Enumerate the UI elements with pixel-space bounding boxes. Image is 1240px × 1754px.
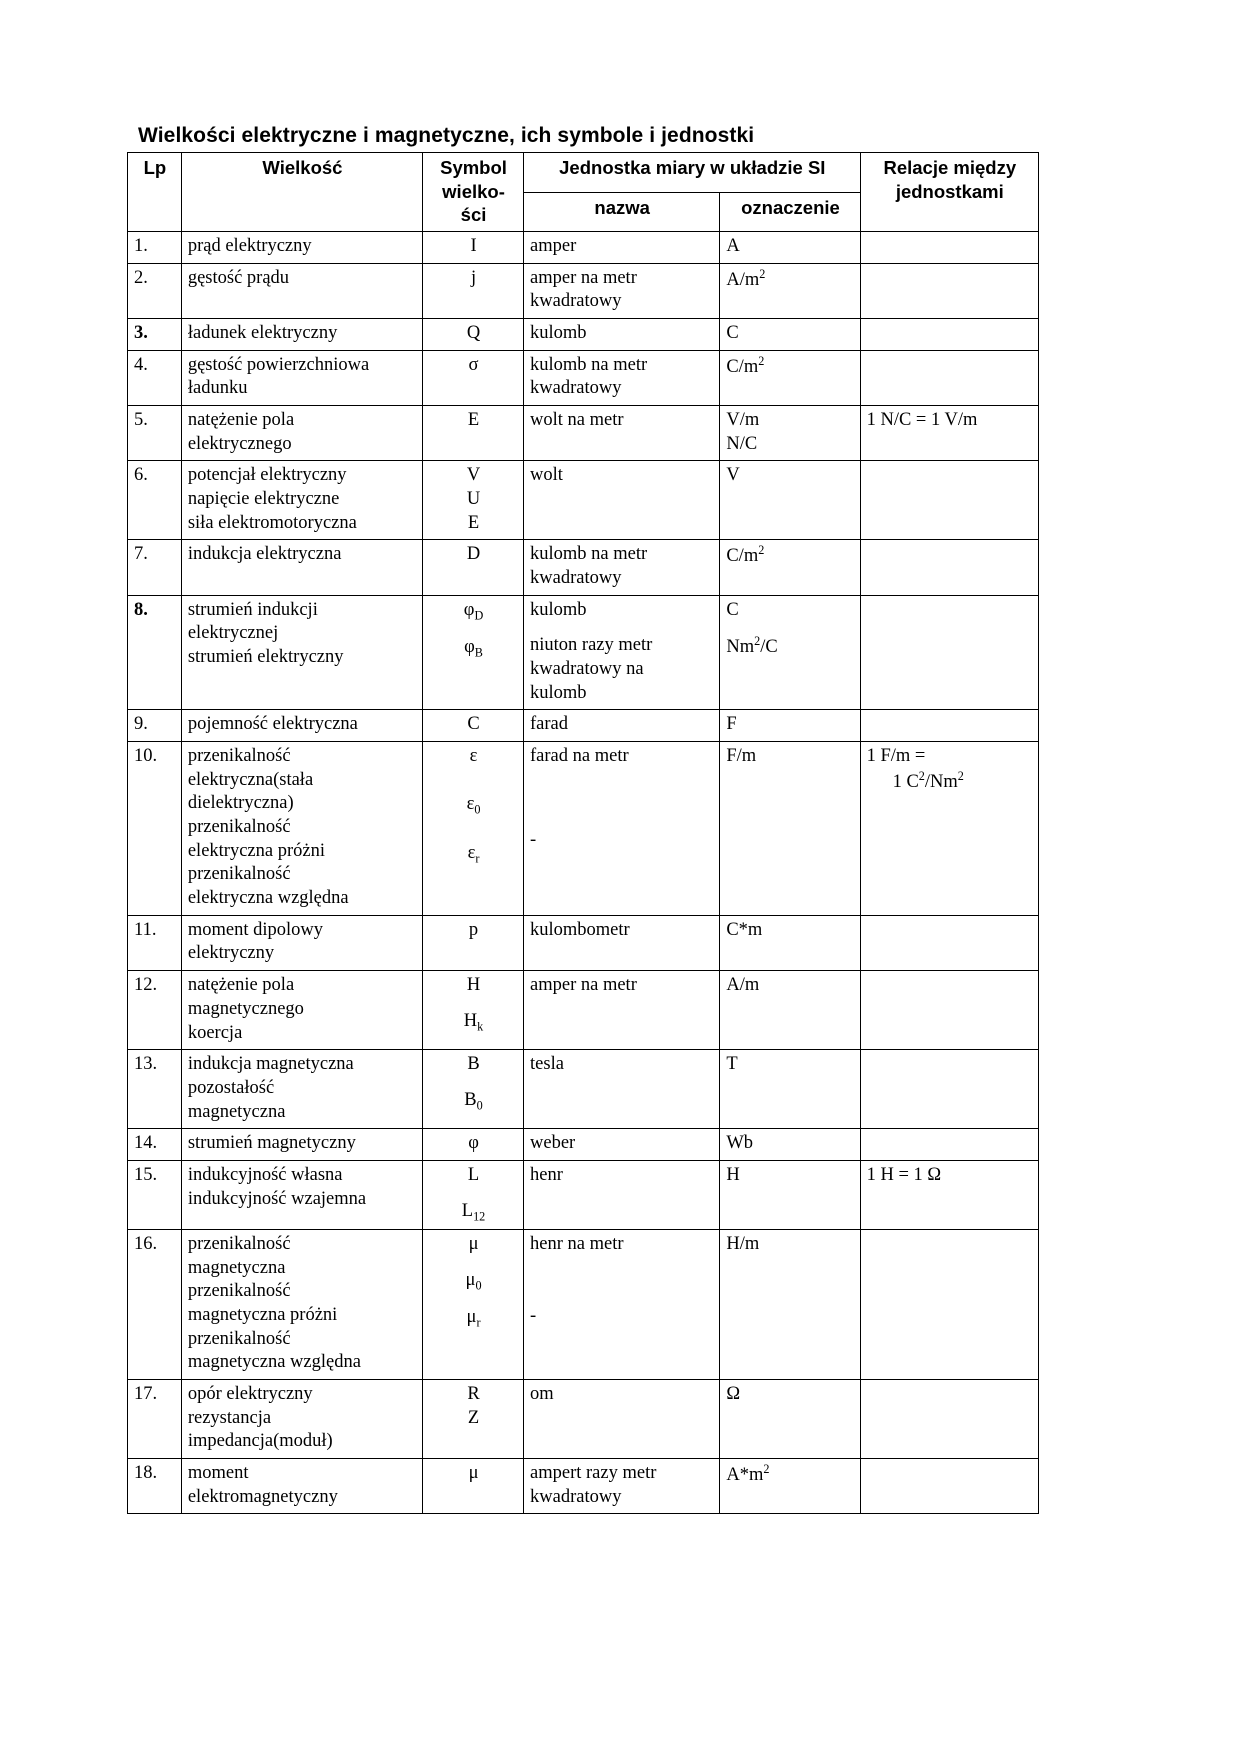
cell-quantity: indukcyjność własna indukcyjność wzajemna (181, 1160, 422, 1229)
column-header-quantity: Wielkość (181, 153, 422, 232)
cell-lp: 11. (128, 915, 182, 970)
cell-quantity: opór elektryczny rezystancja impedancja(moduł) (181, 1379, 422, 1458)
cell-quantity: pojemność elektryczna (181, 710, 422, 742)
cell-quantity: przenikalność elektryczna(stała dielektryczna) przenikalność elektryczna próżni przenikalność elektryczna względna (181, 742, 422, 916)
cell-symbol: μ $\mu_0$ $\mu_r$ (423, 1229, 524, 1379)
table-row (128, 1160, 1039, 1229)
table-row (128, 350, 1039, 405)
table-row (128, 742, 1039, 916)
cell-symbol: ε $\varepsilon_0$ $\varepsilon_r$ (423, 742, 524, 916)
cell-unit-notation: C*m (720, 915, 860, 970)
cell-symbol: L $L_{12}$ (423, 1160, 524, 1229)
column-header-symbol-text: Symbol wielko- ści (440, 157, 507, 226)
cell-relation (860, 1458, 1038, 1513)
table-row (128, 540, 1039, 595)
column-header-si-unit: Jednostka miary w układzie SI (524, 153, 861, 193)
column-header-symbol (423, 153, 524, 232)
cell-lp: 10. (128, 742, 182, 916)
cell-quantity: indukcja elektryczna (181, 540, 422, 595)
cell-relation (860, 1129, 1038, 1161)
cell-lp: 3. (128, 319, 182, 351)
cell-lp: 8. (128, 595, 182, 710)
cell-unit-notation: F/m (720, 742, 860, 916)
cell-unit-name: amper (524, 232, 720, 264)
cell-symbol: R Z (423, 1379, 524, 1458)
cell-lp: 18. (128, 1458, 182, 1513)
cell-quantity: gęstość prądu (181, 263, 422, 318)
table-row (128, 1379, 1039, 1458)
cell-unit-name: kulomb (524, 319, 720, 351)
cell-quantity: ładunek elektryczny (181, 319, 422, 351)
cell-lp: 9. (128, 710, 182, 742)
table-row (128, 263, 1039, 318)
cell-symbol: p (423, 915, 524, 970)
cell-quantity: potencjał elektryczny napięcie elektryczne siła elektromotoryczna (181, 461, 422, 540)
cell-symbol: H $H_k$ (423, 971, 524, 1050)
table-row (128, 710, 1039, 742)
cell-lp: 2. (128, 263, 182, 318)
cell-unit-name: ampert razy metr kwadratowy (524, 1458, 720, 1513)
cell-symbol: $\varphi_D$ $\varphi_B$ (423, 595, 524, 710)
column-header-relations: Relacje między jednostkami (860, 153, 1038, 232)
cell-unit-notation: T (720, 1050, 860, 1129)
table-header (128, 153, 1039, 232)
table-row (128, 1050, 1039, 1129)
cell-lp: 7. (128, 540, 182, 595)
cell-unit-name: wolt (524, 461, 720, 540)
cell-quantity: gęstość powierzchniowa ładunku (181, 350, 422, 405)
cell-unit-notation: Wb (720, 1129, 860, 1161)
cell-quantity: strumień indukcji elektrycznej strumień elektryczny (181, 595, 422, 710)
cell-lp: 5. (128, 406, 182, 461)
cell-unit-notation: Ω (720, 1379, 860, 1458)
table-row (128, 319, 1039, 351)
cell-unit-name: henr (524, 1160, 720, 1229)
cell-quantity: natężenie pola elektrycznego (181, 406, 422, 461)
table-row (128, 232, 1039, 264)
cell-relation (860, 461, 1038, 540)
cell-lp: 13. (128, 1050, 182, 1129)
cell-relation (860, 350, 1038, 405)
cell-relation (860, 263, 1038, 318)
cell-unit-notation: C (720, 319, 860, 351)
cell-relation: 1 H = 1 Ω (860, 1160, 1038, 1229)
cell-unit-notation: A (720, 232, 860, 264)
cell-relation (860, 1229, 1038, 1379)
cell-unit-name: kulomb na metr kwadratowy (524, 540, 720, 595)
cell-quantity: indukcja magnetyczna pozostałość magnetyczna (181, 1050, 422, 1129)
cell-symbol: j (423, 263, 524, 318)
cell-unit-name: farad (524, 710, 720, 742)
cell-lp: 16. (128, 1229, 182, 1379)
cell-relation (860, 1379, 1038, 1458)
cell-relation (860, 540, 1038, 595)
column-header-lp: Lp (128, 153, 182, 232)
cell-unit-notation: $C/m^2$ (720, 350, 860, 405)
cell-relation (860, 595, 1038, 710)
cell-symbol: B $B_0$ (423, 1050, 524, 1129)
cell-relation (860, 1050, 1038, 1129)
cell-unit-notation: F (720, 710, 860, 742)
cell-lp: 4. (128, 350, 182, 405)
table-row (128, 595, 1039, 710)
page-title: Wielkości elektryczne i magnetyczne, ich symbole i jednostki (138, 124, 755, 147)
cell-relation (860, 319, 1038, 351)
cell-lp: 6. (128, 461, 182, 540)
quantities-table (127, 152, 1039, 1514)
cell-unit-name: om (524, 1379, 720, 1458)
cell-unit-notation: $A*m^2$ (720, 1458, 860, 1513)
cell-lp: 1. (128, 232, 182, 264)
cell-symbol: E (423, 406, 524, 461)
cell-quantity: natężenie pola magnetycznego koercja (181, 971, 422, 1050)
cell-relation: 1 F/m = 1 $C^2/Nm^2$ (860, 742, 1038, 916)
cell-unit-name: farad na metr - (524, 742, 720, 916)
cell-symbol: φ (423, 1129, 524, 1161)
cell-unit-notation: H/m (720, 1229, 860, 1379)
cell-unit-name: amper na metr (524, 971, 720, 1050)
cell-symbol: I (423, 232, 524, 264)
cell-relation (860, 971, 1038, 1050)
cell-quantity: moment elektromagnetyczny (181, 1458, 422, 1513)
cell-symbol: C (423, 710, 524, 742)
table-row (128, 1458, 1039, 1513)
cell-unit-notation: $A/m^2$ (720, 263, 860, 318)
cell-unit-notation: V/m N/C (720, 406, 860, 461)
cell-unit-name: henr na metr - (524, 1229, 720, 1379)
cell-unit-notation: C Nm$^2$/C (720, 595, 860, 710)
cell-unit-name: kulomb niuton razy metr kwadratowy na kulomb (524, 595, 720, 710)
cell-unit-name: amper na metr kwadratowy (524, 263, 720, 318)
cell-unit-name: weber (524, 1129, 720, 1161)
cell-quantity: prąd elektryczny (181, 232, 422, 264)
table-body (128, 232, 1039, 1514)
cell-quantity: strumień magnetyczny (181, 1129, 422, 1161)
table-row (128, 461, 1039, 540)
table-row (128, 1129, 1039, 1161)
cell-quantity: przenikalność magnetyczna przenikalność magnetyczna próżni przenikalność magnetyczna względna (181, 1229, 422, 1379)
cell-lp: 12. (128, 971, 182, 1050)
cell-unit-notation: H (720, 1160, 860, 1229)
table-header-row-1 (128, 153, 1039, 193)
cell-lp: 17. (128, 1379, 182, 1458)
table-row (128, 915, 1039, 970)
cell-symbol: D (423, 540, 524, 595)
table-row (128, 406, 1039, 461)
table-row (128, 971, 1039, 1050)
cell-symbol: Q (423, 319, 524, 351)
cell-quantity: moment dipolowy elektryczny (181, 915, 422, 970)
cell-unit-notation: $C/m^2$ (720, 540, 860, 595)
cell-symbol: V U E (423, 461, 524, 540)
cell-unit-name: tesla (524, 1050, 720, 1129)
cell-unit-notation: A/m (720, 971, 860, 1050)
cell-lp: 15. (128, 1160, 182, 1229)
cell-symbol: μ (423, 1458, 524, 1513)
column-header-si-name: nazwa (524, 192, 720, 232)
column-header-si-notation: oznaczenie (720, 192, 860, 232)
cell-unit-name: kulomb na metr kwadratowy (524, 350, 720, 405)
cell-relation (860, 232, 1038, 264)
cell-relation: 1 N/C = 1 V/m (860, 406, 1038, 461)
cell-symbol: σ (423, 350, 524, 405)
cell-unit-notation: V (720, 461, 860, 540)
cell-unit-name: wolt na metr (524, 406, 720, 461)
cell-relation (860, 710, 1038, 742)
cell-lp: 14. (128, 1129, 182, 1161)
cell-unit-name: kulombometr (524, 915, 720, 970)
table-row (128, 1229, 1039, 1379)
cell-relation (860, 915, 1038, 970)
